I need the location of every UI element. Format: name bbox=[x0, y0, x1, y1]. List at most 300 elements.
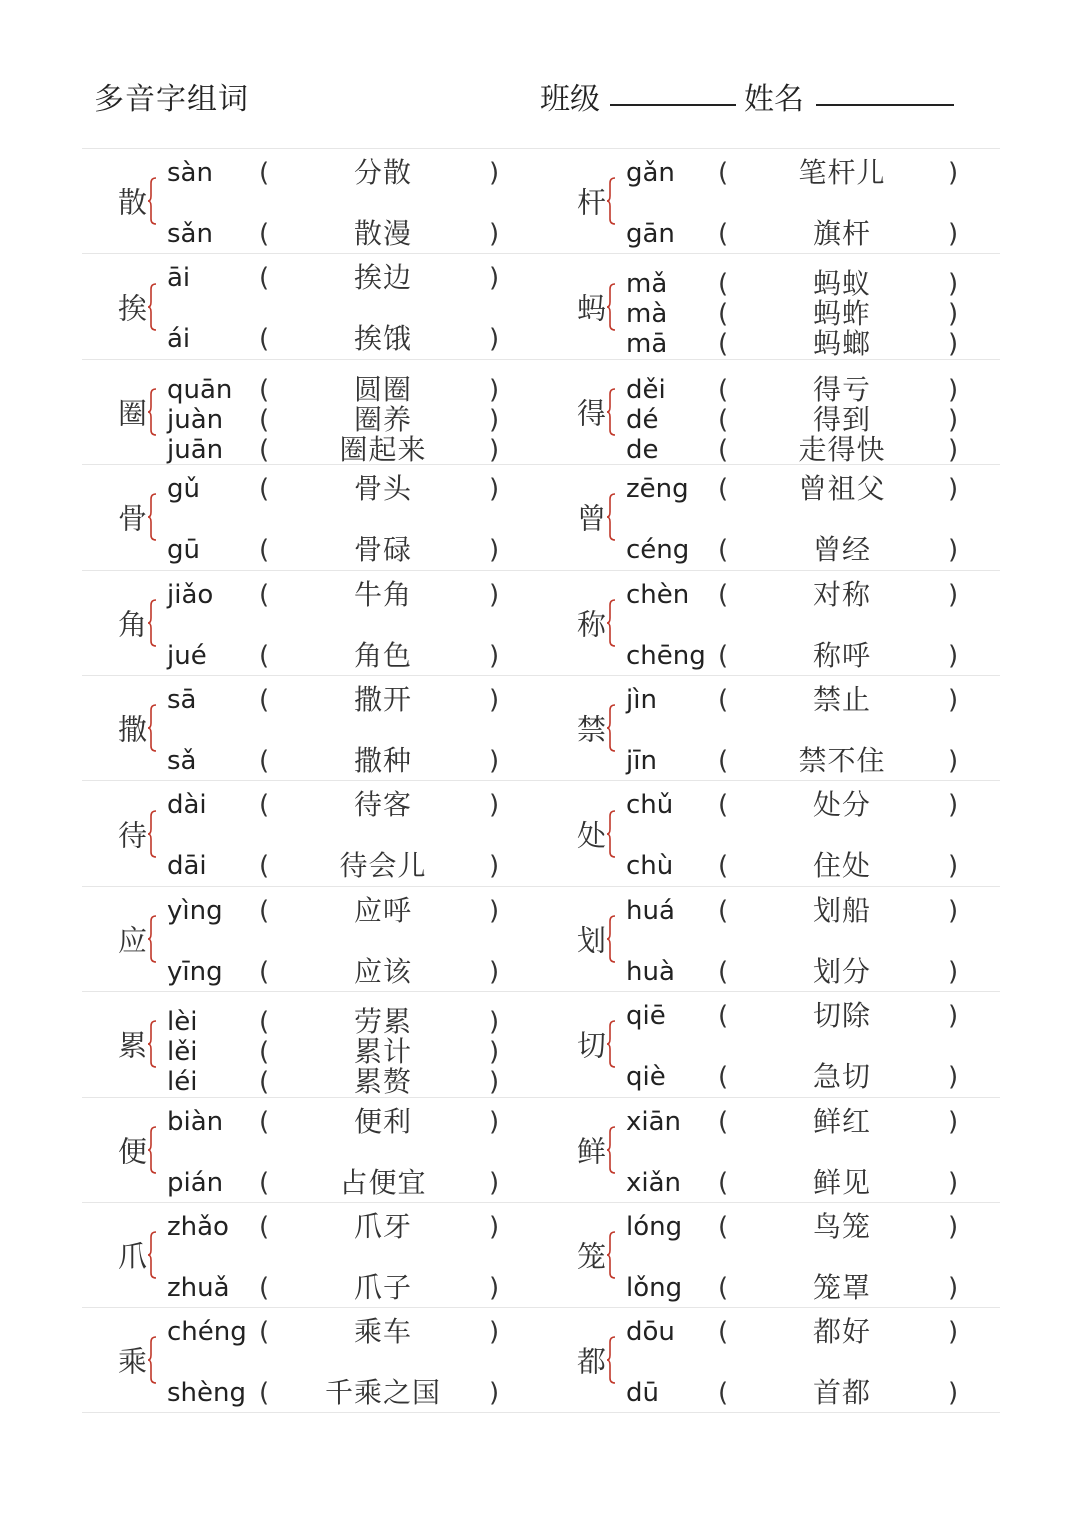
polyphone-entry bbox=[82, 1308, 541, 1411]
polyphone-entry bbox=[82, 1203, 541, 1307]
reading-line bbox=[167, 534, 527, 566]
polyphone-character: 累 bbox=[118, 1028, 148, 1063]
left-paren: ( bbox=[259, 263, 270, 294]
reading-line bbox=[167, 218, 527, 250]
left-paren: ( bbox=[259, 1167, 270, 1198]
polyphone-entry bbox=[82, 676, 541, 780]
pinyin: zhǎo bbox=[167, 1211, 229, 1242]
polyphone-character: 禁 bbox=[577, 712, 607, 747]
right-paren: ) bbox=[948, 158, 959, 188]
word-answer[interactable]: 鲜见 bbox=[812, 1165, 871, 1199]
polyphone-character: 杆 bbox=[577, 185, 607, 220]
word-answer[interactable]: 圆圈 bbox=[353, 372, 412, 406]
right-paren: ) bbox=[489, 684, 500, 715]
reading-line bbox=[167, 956, 527, 988]
brace-icon bbox=[147, 1231, 157, 1279]
right-paren: ) bbox=[948, 535, 959, 566]
pinyin: dū bbox=[626, 1378, 659, 1409]
right-paren: ) bbox=[489, 434, 500, 465]
reading-line bbox=[167, 262, 527, 294]
reading-line bbox=[626, 534, 986, 566]
pinyin: léi bbox=[167, 1067, 198, 1098]
brace-icon bbox=[147, 599, 157, 647]
right-paren: ) bbox=[489, 1106, 500, 1137]
word-answer[interactable]: 鸟笼 bbox=[812, 1209, 871, 1243]
word-answer[interactable]: 蚂蚱 bbox=[812, 297, 871, 331]
pinyin: chéng bbox=[167, 1317, 247, 1348]
reading-line bbox=[167, 850, 527, 882]
reading-line bbox=[626, 745, 986, 777]
brace-icon bbox=[606, 599, 616, 647]
left-paren: ( bbox=[718, 374, 729, 405]
reading-line bbox=[167, 473, 527, 505]
right-paren: ) bbox=[948, 1272, 959, 1303]
word-answer[interactable]: 笼罩 bbox=[812, 1270, 871, 1304]
word-answer[interactable]: 待会儿 bbox=[339, 849, 427, 883]
pinyin: biàn bbox=[167, 1106, 224, 1137]
pinyin: sǎ bbox=[167, 745, 197, 776]
right-paren: ) bbox=[948, 299, 959, 330]
right-paren: ) bbox=[948, 851, 959, 882]
left-paren: ( bbox=[718, 1106, 729, 1137]
right-paren: ) bbox=[489, 745, 500, 776]
reading-line bbox=[626, 434, 986, 466]
reading-line bbox=[167, 640, 527, 672]
polyphone-entry bbox=[82, 465, 541, 569]
polyphone-entry bbox=[541, 676, 1000, 780]
reading-line bbox=[626, 789, 986, 821]
table-row bbox=[82, 1307, 1000, 1412]
left-paren: ( bbox=[259, 1037, 270, 1068]
right-paren: ) bbox=[489, 219, 500, 249]
pinyin: chǔ bbox=[626, 790, 674, 821]
word-answer[interactable]: 应呼 bbox=[353, 893, 412, 927]
word-answer[interactable]: 对称 bbox=[812, 577, 871, 611]
pinyin: jiǎo bbox=[167, 579, 214, 610]
brace-icon bbox=[606, 177, 616, 225]
polyphone-character: 笼 bbox=[577, 1239, 607, 1274]
right-paren: ) bbox=[489, 956, 500, 987]
word-answer[interactable]: 便利 bbox=[353, 1104, 412, 1138]
table-row bbox=[82, 1097, 1000, 1202]
left-paren: ( bbox=[718, 158, 729, 188]
polyphone-entry bbox=[82, 781, 541, 885]
brace-icon bbox=[606, 388, 616, 436]
table-row bbox=[82, 1202, 1000, 1307]
brace-icon bbox=[147, 1020, 157, 1068]
brace-icon bbox=[147, 810, 157, 858]
word-answer[interactable]: 急切 bbox=[812, 1060, 871, 1094]
left-paren: ( bbox=[259, 745, 270, 776]
polyphone-entry bbox=[541, 1308, 1000, 1411]
pinyin: děi bbox=[626, 374, 666, 405]
right-paren: ) bbox=[948, 1167, 959, 1198]
right-paren: ) bbox=[489, 1317, 500, 1348]
word-answer[interactable]: 角色 bbox=[353, 638, 412, 672]
table-row bbox=[82, 675, 1000, 780]
word-answer[interactable]: 撒开 bbox=[353, 682, 412, 716]
right-paren: ) bbox=[948, 474, 959, 505]
left-paren: ( bbox=[718, 269, 729, 300]
reading-line bbox=[167, 684, 527, 716]
reading-line bbox=[167, 323, 527, 355]
pinyin: huá bbox=[626, 895, 675, 926]
left-paren: ( bbox=[259, 1378, 270, 1409]
reading-line bbox=[626, 1000, 986, 1032]
right-paren: ) bbox=[489, 324, 500, 355]
left-paren: ( bbox=[718, 474, 729, 505]
word-answer[interactable]: 曾经 bbox=[812, 533, 871, 567]
polyphone-entry bbox=[541, 992, 1000, 1096]
word-answer[interactable]: 切除 bbox=[812, 999, 871, 1033]
pinyin: ái bbox=[167, 324, 191, 355]
reading-line bbox=[626, 328, 986, 360]
polyphone-entry bbox=[541, 887, 1000, 991]
word-answer[interactable]: 劳累 bbox=[353, 1005, 412, 1039]
right-paren: ) bbox=[948, 745, 959, 776]
left-paren: ( bbox=[718, 1167, 729, 1198]
left-paren: ( bbox=[259, 1211, 270, 1242]
polyphone-character: 便 bbox=[118, 1134, 148, 1169]
pinyin: gǎn bbox=[626, 158, 675, 188]
word-answer[interactable]: 曾祖父 bbox=[798, 472, 886, 506]
left-paren: ( bbox=[718, 745, 729, 776]
table-row bbox=[82, 570, 1000, 675]
reading-line bbox=[167, 374, 527, 406]
word-answer[interactable]: 走得快 bbox=[798, 432, 886, 466]
left-paren: ( bbox=[718, 1001, 729, 1032]
word-answer[interactable]: 圈养 bbox=[353, 402, 412, 436]
reading-line bbox=[626, 640, 986, 672]
pinyin: shèng bbox=[167, 1378, 247, 1409]
polyphone-character: 撒 bbox=[118, 712, 148, 747]
reading-line bbox=[626, 1377, 986, 1409]
polyphone-character: 挨 bbox=[118, 291, 148, 326]
word-answer[interactable]: 撒种 bbox=[353, 743, 412, 777]
left-paren: ( bbox=[718, 404, 729, 435]
left-paren: ( bbox=[259, 640, 270, 671]
brace-icon bbox=[147, 177, 157, 225]
polyphone-character: 都 bbox=[577, 1344, 607, 1379]
right-paren: ) bbox=[948, 579, 959, 610]
word-answer[interactable]: 处分 bbox=[812, 788, 871, 822]
left-paren: ( bbox=[259, 684, 270, 715]
word-answer[interactable]: 待客 bbox=[353, 788, 412, 822]
pinyin: gān bbox=[626, 219, 675, 249]
brace-icon bbox=[147, 1126, 157, 1174]
right-paren: ) bbox=[948, 1106, 959, 1137]
right-paren: ) bbox=[489, 790, 500, 821]
polyphone-character: 切 bbox=[577, 1028, 607, 1063]
right-paren: ) bbox=[489, 1067, 500, 1098]
pinyin: dé bbox=[626, 404, 659, 435]
name-label: 姓名 bbox=[744, 82, 804, 117]
left-paren: ( bbox=[259, 579, 270, 610]
pinyin: zhuǎ bbox=[167, 1272, 230, 1303]
left-paren: ( bbox=[259, 895, 270, 926]
left-paren: ( bbox=[718, 329, 729, 360]
brace-icon bbox=[147, 283, 157, 331]
right-paren: ) bbox=[489, 1167, 500, 1198]
right-paren: ) bbox=[489, 1211, 500, 1242]
class-blank-line[interactable] bbox=[610, 104, 736, 106]
table-row bbox=[82, 464, 1000, 569]
word-answer[interactable]: 爪子 bbox=[353, 1270, 412, 1304]
pinyin: yīng bbox=[167, 956, 223, 987]
pinyin: sàn bbox=[167, 158, 213, 188]
word-answer[interactable]: 应该 bbox=[353, 954, 412, 988]
reading-line bbox=[626, 579, 986, 611]
polyphone-character: 圈 bbox=[118, 396, 148, 431]
brace-icon bbox=[147, 915, 157, 963]
left-paren: ( bbox=[259, 374, 270, 405]
reading-line bbox=[167, 579, 527, 611]
reading-line bbox=[626, 1316, 986, 1348]
right-paren: ) bbox=[948, 640, 959, 671]
right-paren: ) bbox=[489, 374, 500, 405]
reading-line bbox=[167, 1167, 527, 1199]
polyphone-character: 划 bbox=[577, 923, 607, 958]
word-answer[interactable]: 累计 bbox=[353, 1035, 412, 1069]
reading-line bbox=[167, 1272, 527, 1304]
left-paren: ( bbox=[718, 579, 729, 610]
left-paren: ( bbox=[718, 299, 729, 330]
reading-line bbox=[626, 850, 986, 882]
brace-icon bbox=[606, 283, 616, 331]
right-paren: ) bbox=[948, 956, 959, 987]
pinyin: gǔ bbox=[167, 474, 200, 505]
pinyin: sǎn bbox=[167, 219, 213, 249]
right-paren: ) bbox=[948, 269, 959, 300]
right-paren: ) bbox=[948, 374, 959, 405]
reading-line bbox=[167, 1106, 527, 1138]
polyphone-entry bbox=[541, 781, 1000, 885]
pinyin: chēng bbox=[626, 640, 706, 671]
table-row bbox=[82, 253, 1000, 361]
left-paren: ( bbox=[259, 1067, 270, 1098]
word-answer[interactable]: 首都 bbox=[812, 1376, 871, 1410]
left-paren: ( bbox=[259, 535, 270, 566]
polyphone-entry bbox=[541, 254, 1000, 361]
brace-icon bbox=[147, 1336, 157, 1384]
word-answer[interactable]: 圈起来 bbox=[339, 432, 427, 466]
polyphone-entry bbox=[541, 1203, 1000, 1307]
reading-line bbox=[626, 956, 986, 988]
pinyin: céng bbox=[626, 535, 690, 566]
left-paren: ( bbox=[718, 1211, 729, 1242]
reading-line bbox=[626, 404, 986, 436]
polyphone-character: 角 bbox=[118, 607, 148, 642]
brace-icon bbox=[147, 388, 157, 436]
right-paren: ) bbox=[489, 579, 500, 610]
left-paren: ( bbox=[718, 1317, 729, 1348]
reading-line bbox=[626, 374, 986, 406]
polyphone-entry bbox=[82, 149, 541, 253]
left-paren: ( bbox=[259, 1272, 270, 1303]
right-paren: ) bbox=[489, 474, 500, 505]
word-answer[interactable]: 骨头 bbox=[353, 472, 412, 506]
pinyin: qiè bbox=[626, 1062, 666, 1093]
word-answer[interactable]: 禁止 bbox=[812, 682, 871, 716]
polyphone-character: 曾 bbox=[577, 501, 607, 536]
pinyin: chù bbox=[626, 851, 674, 882]
brace-icon bbox=[147, 493, 157, 541]
word-answer[interactable]: 挨边 bbox=[353, 261, 412, 295]
word-answer[interactable]: 鲜红 bbox=[812, 1104, 871, 1138]
word-answer[interactable]: 都好 bbox=[812, 1315, 871, 1349]
left-paren: ( bbox=[259, 1007, 270, 1038]
word-answer[interactable]: 禁不住 bbox=[798, 743, 886, 777]
pinyin: dāi bbox=[167, 851, 207, 882]
polyphone-character: 散 bbox=[118, 185, 148, 220]
word-answer[interactable]: 乘车 bbox=[353, 1315, 412, 1349]
word-answer[interactable]: 占便宜 bbox=[339, 1165, 427, 1199]
right-paren: ) bbox=[948, 1211, 959, 1242]
reading-line bbox=[167, 789, 527, 821]
pinyin: jìn bbox=[626, 684, 657, 715]
pinyin: mà bbox=[626, 299, 668, 330]
reading-line bbox=[626, 1211, 986, 1243]
word-answer[interactable]: 划船 bbox=[812, 893, 871, 927]
left-paren: ( bbox=[718, 640, 729, 671]
right-paren: ) bbox=[948, 1317, 959, 1348]
polyphone-entry bbox=[541, 465, 1000, 569]
right-paren: ) bbox=[489, 158, 500, 188]
polyphone-table bbox=[82, 148, 1000, 1413]
left-paren: ( bbox=[259, 851, 270, 882]
pinyin: pián bbox=[167, 1167, 224, 1198]
left-paren: ( bbox=[718, 956, 729, 987]
word-answer[interactable]: 千乘之国 bbox=[324, 1376, 441, 1410]
reading-line bbox=[167, 1377, 527, 1409]
polyphone-character: 爪 bbox=[118, 1239, 148, 1274]
pinyin: yìng bbox=[167, 895, 223, 926]
pinyin: zēng bbox=[626, 474, 689, 505]
right-paren: ) bbox=[489, 1007, 500, 1038]
brace-icon bbox=[606, 1231, 616, 1279]
polyphone-character: 处 bbox=[577, 818, 607, 853]
polyphone-character: 蚂 bbox=[577, 291, 607, 326]
polyphone-character: 骨 bbox=[118, 501, 148, 536]
right-paren: ) bbox=[948, 895, 959, 926]
pinyin: juàn bbox=[167, 404, 224, 435]
brace-icon bbox=[606, 1126, 616, 1174]
word-answer[interactable]: 挨饿 bbox=[353, 322, 412, 356]
left-paren: ( bbox=[718, 895, 729, 926]
reading-line bbox=[626, 268, 986, 300]
left-paren: ( bbox=[718, 684, 729, 715]
polyphone-entry bbox=[82, 254, 541, 358]
reading-line bbox=[167, 1211, 527, 1243]
reading-line bbox=[167, 1316, 527, 1348]
right-paren: ) bbox=[489, 535, 500, 566]
table-row bbox=[82, 991, 1000, 1099]
reading-line bbox=[626, 1106, 986, 1138]
pinyin: juān bbox=[167, 434, 224, 465]
left-paren: ( bbox=[259, 158, 270, 188]
left-paren: ( bbox=[718, 434, 729, 465]
polyphone-character: 应 bbox=[118, 923, 148, 958]
table-row bbox=[82, 780, 1000, 885]
word-answer[interactable]: 累赘 bbox=[353, 1065, 412, 1099]
right-paren: ) bbox=[948, 219, 959, 249]
polyphone-entry bbox=[82, 887, 541, 991]
word-answer[interactable]: 散漫 bbox=[353, 217, 412, 250]
reading-line bbox=[626, 473, 986, 505]
word-answer[interactable]: 蚂蚁 bbox=[812, 267, 871, 301]
pinyin: huà bbox=[626, 956, 675, 987]
reading-line bbox=[626, 157, 986, 189]
right-paren: ) bbox=[948, 434, 959, 465]
word-answer[interactable]: 蚂螂 bbox=[812, 327, 871, 361]
right-paren: ) bbox=[489, 1272, 500, 1303]
left-paren: ( bbox=[259, 434, 270, 465]
right-paren: ) bbox=[948, 404, 959, 435]
polyphone-character: 鲜 bbox=[577, 1134, 607, 1169]
word-answer[interactable]: 得到 bbox=[812, 402, 871, 436]
right-paren: ) bbox=[948, 1001, 959, 1032]
name-blank-line[interactable] bbox=[816, 104, 954, 106]
reading-line bbox=[626, 1167, 986, 1199]
word-answer[interactable]: 爪牙 bbox=[353, 1209, 412, 1243]
brace-icon bbox=[606, 915, 616, 963]
word-answer[interactable]: 牛角 bbox=[353, 577, 412, 611]
polyphone-entry bbox=[82, 992, 541, 1099]
left-paren: ( bbox=[259, 404, 270, 435]
right-paren: ) bbox=[489, 1378, 500, 1409]
right-paren: ) bbox=[489, 1037, 500, 1068]
polyphone-character: 乘 bbox=[118, 1344, 148, 1379]
polyphone-entry bbox=[82, 1098, 541, 1202]
left-paren: ( bbox=[718, 1272, 729, 1303]
word-answer[interactable]: 笔杆儿 bbox=[798, 156, 886, 189]
polyphone-character: 得 bbox=[577, 396, 607, 431]
pinyin: lóng bbox=[626, 1211, 683, 1242]
pinyin: xiān bbox=[626, 1106, 682, 1137]
worksheet-header bbox=[0, 0, 1080, 140]
reading-line bbox=[167, 434, 527, 466]
right-paren: ) bbox=[489, 640, 500, 671]
pinyin: jīn bbox=[626, 745, 657, 776]
right-paren: ) bbox=[948, 790, 959, 821]
pinyin: jué bbox=[167, 640, 207, 671]
polyphone-character: 待 bbox=[118, 818, 148, 853]
reading-line bbox=[167, 895, 527, 927]
pinyin: gū bbox=[167, 535, 200, 566]
reading-line bbox=[167, 157, 527, 189]
brace-icon bbox=[606, 704, 616, 752]
left-paren: ( bbox=[718, 219, 729, 249]
word-answer[interactable]: 分散 bbox=[353, 156, 412, 189]
word-answer[interactable]: 划分 bbox=[812, 954, 871, 988]
pinyin: mǎ bbox=[626, 269, 668, 300]
brace-icon bbox=[606, 1336, 616, 1384]
pinyin: lǒng bbox=[626, 1272, 683, 1303]
word-answer[interactable]: 骨碌 bbox=[353, 533, 412, 567]
left-paren: ( bbox=[718, 1378, 729, 1409]
worksheet-title: 多音字组词 bbox=[94, 82, 249, 117]
word-answer[interactable]: 得亏 bbox=[812, 372, 871, 406]
right-paren: ) bbox=[489, 404, 500, 435]
brace-icon bbox=[606, 493, 616, 541]
word-answer[interactable]: 住处 bbox=[812, 849, 871, 883]
word-answer[interactable]: 称呼 bbox=[812, 638, 871, 672]
pinyin: sā bbox=[167, 684, 197, 715]
reading-line bbox=[626, 1061, 986, 1093]
right-paren: ) bbox=[948, 1378, 959, 1409]
word-answer[interactable]: 旗杆 bbox=[812, 217, 871, 250]
left-paren: ( bbox=[259, 790, 270, 821]
